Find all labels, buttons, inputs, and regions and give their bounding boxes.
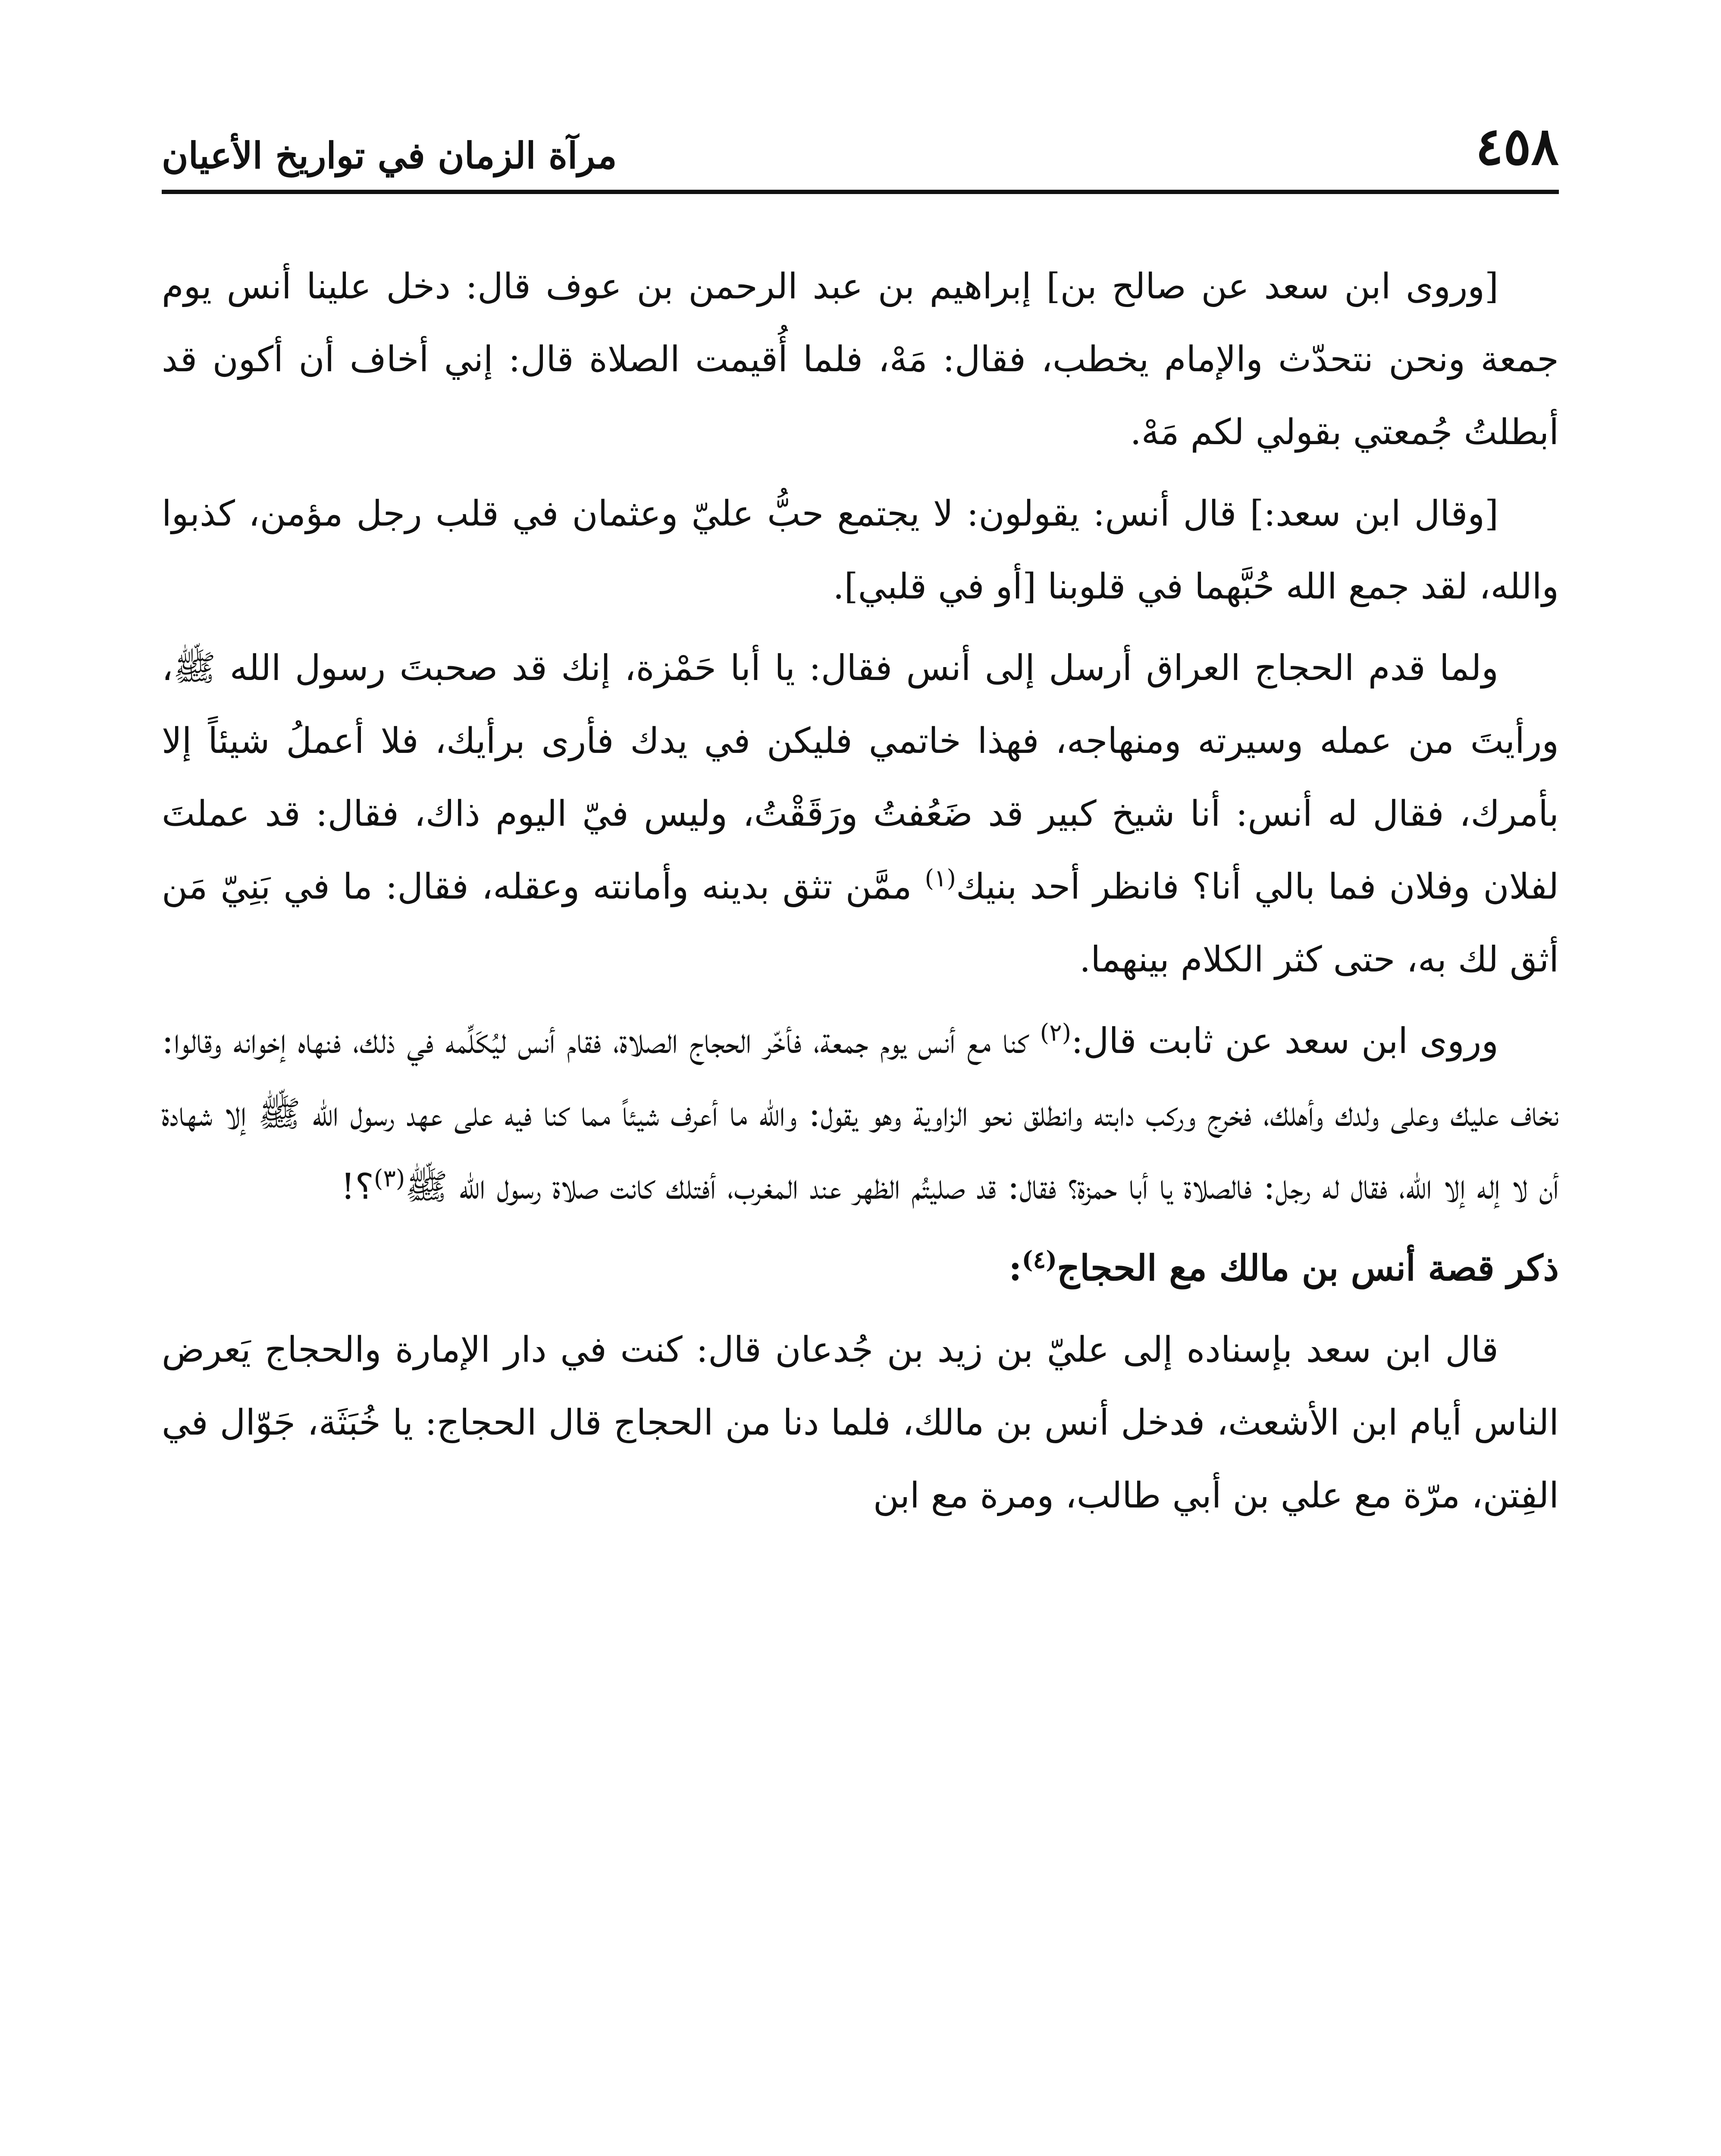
book-page	[162, 108, 1559, 2156]
running-header	[162, 108, 1559, 194]
paragraph: وروى ابن سعد عن ثابت قال:$^{(٢)}$ كنا مع أنس يوم جمعة، فأخّر الحجاج الصلاة، فقام أنس ليُكَلِّمه في ذلك، فنهاه إخوانه وقالوا: نخاف عليك وعلى ولدك وأهلك، فخرج وركب دابته وانطلق نحو الزاوية وهو يقول: والله ما أعرف شيئاً مما كنا فيه على عهد رسول الله ﷺ إلا شهادة أن لا إله إلا الله، فقال له رجل: فالصلاة يا أبا حمزة؟ فقال: قد صليتُم الظهر عند المغرب، أفتلك كانت صلاة رسول الله ﷺ$^{(٣)}$؟!	[162, 1018, 1559, 1207]
paragraph: [وقال ابن سعد:] قال أنس: يقولون: لا يجتمع حبُّ عليّ وعثمان في قلب رجل مؤمن، كذبوا والله، لقد جمع الله حُبَّهما في قلوبنا [أو في قلبي].	[162, 493, 1559, 607]
footnote-ref[interactable]: (٤)	[1022, 1245, 1057, 1274]
paragraph: قال ابن سعد بإسناده إلى عليّ بن زيد بن جُدعان قال: كنت في دار الإمارة والحجاج يَعرض الناس أيام ابن الأشعث، فدخل أنس بن مالك، فلما دنا من الحجاج قال الحجاج: يا خُبَثَة، جَوّال في الفِتن، مرّة مع علي بن أبي طالب، ومرة مع ابن	[162, 1329, 1559, 1516]
running-title: مرآة الزمان في تواريخ الأعيان	[162, 134, 617, 177]
footnote-ref[interactable]: (٣)	[373, 1164, 405, 1192]
page-number: ٤٥٨	[1475, 116, 1559, 177]
footnote-ref[interactable]: (٢)	[1040, 1018, 1072, 1047]
section-heading: ذكر قصة أنس بن مالك مع الحجاج$^{(٤)}$:	[1009, 1245, 1559, 1289]
paragraph: ولما قدم الحجاج العراق أرسل إلى أنس فقال: يا أبا حَمْزة، إنك قد صحبتَ رسول الله ﷺ، ورأيتَ من عمله وسيرته ومنهاجه، فهذا خاتمي فليكن في يدك فأرى برأيك، فلا أعملُ شيئاً إلا بأمرك، فقال له أنس: أنا شيخ كبير قد ضَعُفتُ ورَقَقْتُ، وليس فيّ اليوم ذاك، فقال: قد عملتَ لفلان وفلان فما بالي أنا؟ فانظر أحد بنيك$^{(١)}$ ممَّن تثق بدينه وأمانته وعقله، فقال: ما في بَنِيّ مَن أثق لك به، حتى كثر الكلام بينهما.	[162, 648, 1559, 980]
body-text	[162, 250, 1559, 1541]
footnote-ref[interactable]: (١)	[925, 864, 956, 892]
paragraph: [وروى ابن سعد عن صالح بن] إبراهيم بن عبد الرحمن بن عوف قال: دخل علينا أنس يوم جمعة ونحن نتحدّث والإمام يخطب، فقال: مَهْ، فلما أُقيمت الصلاة قال: إني أخاف أن أكون قد أبطلتُ جُمعتي بقولي لكم مَهْ.	[162, 266, 1559, 453]
